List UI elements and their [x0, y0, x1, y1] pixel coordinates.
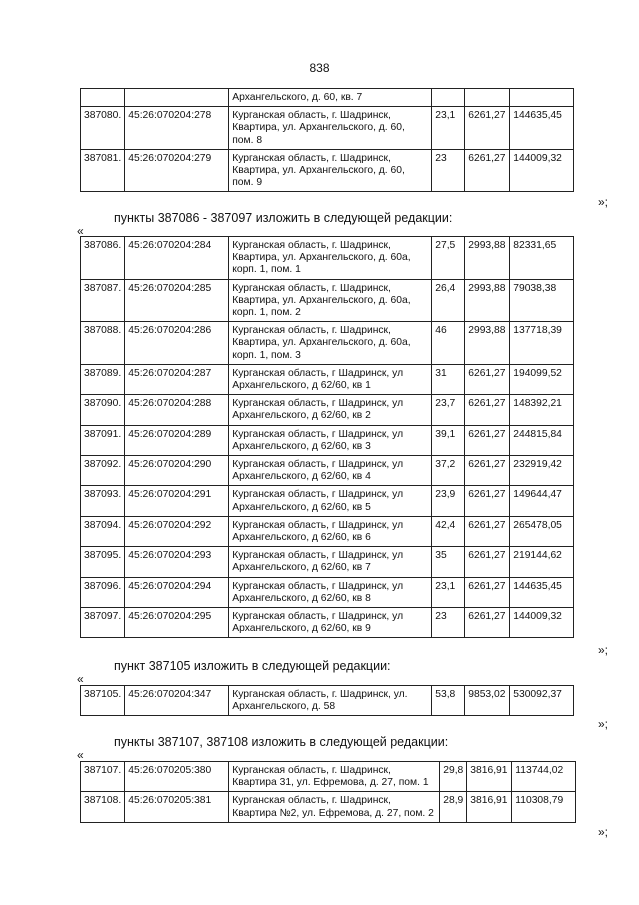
cadastral-number: 45:26:070204:291 — [125, 486, 229, 516]
item-number: 387105. — [81, 686, 125, 716]
cadastral-value: 149644,47 — [510, 486, 574, 516]
item-number: 387097. — [81, 608, 125, 638]
area: 23,9 — [432, 486, 465, 516]
unit-price: 2993,88 — [465, 237, 510, 280]
unit-price: 6261,27 — [465, 364, 510, 394]
area: 28,9 — [440, 792, 467, 822]
amendment-intro: пункты 387107, 387108 изложить в следующей редакции: — [114, 735, 449, 749]
item-number: 387093. — [81, 486, 125, 516]
item-number: 387087. — [81, 279, 125, 322]
address: Курганская область, г Шадринск, ул Архангельского, д 62/60, кв 5 — [229, 486, 432, 516]
area: 37,2 — [432, 456, 465, 486]
table-part4 — [80, 761, 576, 823]
cadastral-number: 45:26:070204:284 — [125, 237, 229, 280]
address: Архангельского, д. 60, кв. 7 — [229, 89, 432, 107]
unit-price: 6261,27 — [465, 577, 510, 607]
area: 23,7 — [432, 395, 465, 425]
address: Курганская область, г. Шадринск, ул. Архангельского, д. 58 — [229, 686, 432, 716]
opening-quote: « — [77, 224, 84, 238]
address: Курганская область, г. Шадринск, Квартира, ул. Архангельского, д. 60а, корп. 1, пом. 1 — [229, 237, 432, 280]
cadastral-number: 45:26:070205:380 — [125, 762, 229, 792]
unit-price: 6261,27 — [465, 486, 510, 516]
table-part3 — [80, 685, 574, 716]
area: 46 — [432, 322, 465, 365]
cadastral-number: 45:26:070204:289 — [125, 425, 229, 455]
item-number: 387088. — [81, 322, 125, 365]
cadastral-value: 110308,79 — [512, 792, 576, 822]
table-row — [81, 686, 574, 716]
table-row — [81, 395, 574, 425]
table-row — [81, 792, 576, 822]
table-row — [81, 547, 574, 577]
cadastral-number: 45:26:070204:347 — [125, 686, 229, 716]
item-number: 387090. — [81, 395, 125, 425]
table-row — [81, 89, 574, 107]
amendment-intro: пункты 387086 - 387097 изложить в следующей редакции: — [114, 211, 453, 225]
cadastral-number: 45:26:070204:295 — [125, 608, 229, 638]
cadastral-value: 137718,39 — [510, 322, 574, 365]
item-number: 387096. — [81, 577, 125, 607]
area: 23 — [432, 149, 465, 192]
item-number: 387095. — [81, 547, 125, 577]
table-row — [81, 149, 574, 192]
unit-price: 6261,27 — [465, 608, 510, 638]
item-number: 387086. — [81, 237, 125, 280]
table-row — [81, 107, 574, 150]
cadastral-number: 45:26:070204:287 — [125, 364, 229, 394]
area: 27,5 — [432, 237, 465, 280]
unit-price: 6261,27 — [465, 425, 510, 455]
address: Курганская область, г. Шадринск, Квартира 31, ул. Ефремова, д. 27, пом. 1 — [229, 762, 440, 792]
cadastral-value: 265478,05 — [510, 516, 574, 546]
area: 35 — [432, 547, 465, 577]
table-row — [81, 322, 574, 365]
cadastral-value: 194099,52 — [510, 364, 574, 394]
cadastral-number: 45:26:070204:290 — [125, 456, 229, 486]
cadastral-number: 45:26:070204:292 — [125, 516, 229, 546]
unit-price: 3816,91 — [467, 792, 512, 822]
area: 23,1 — [432, 107, 465, 150]
cadastral-value: 144635,45 — [510, 577, 574, 607]
cadastral-number: 45:26:070204:279 — [125, 149, 229, 192]
item-number: 387081. — [81, 149, 125, 192]
address: Курганская область, г. Шадринск, Квартира, ул. Архангельского, д. 60а, корп. 1, пом. 3 — [229, 322, 432, 365]
unit-price: 6261,27 — [465, 395, 510, 425]
table-row — [81, 486, 574, 516]
address: Курганская область, г. Шадринск, Квартира, ул. Архангельского, д. 60, пом. 9 — [229, 149, 432, 192]
table-row — [81, 456, 574, 486]
item-number: 387091. — [81, 425, 125, 455]
area — [432, 89, 465, 107]
cadastral-number: 45:26:070204:278 — [125, 107, 229, 150]
cadastral-value: 144009,32 — [510, 608, 574, 638]
opening-quote: « — [77, 748, 84, 762]
unit-price — [465, 89, 510, 107]
address: Курганская область, г Шадринск, ул Архангельского, д 62/60, кв 6 — [229, 516, 432, 546]
item-number: 387080. — [81, 107, 125, 150]
cadastral-number: 45:26:070204:285 — [125, 279, 229, 322]
amendment-intro: пункт 387105 изложить в следующей редакции: — [114, 659, 391, 673]
cadastral-value: 144009,32 — [510, 149, 574, 192]
table-row — [81, 364, 574, 394]
cadastral-number: 45:26:070204:293 — [125, 547, 229, 577]
cadastral-value: 79038,38 — [510, 279, 574, 322]
area: 29,8 — [440, 762, 467, 792]
unit-price: 6261,27 — [465, 107, 510, 150]
unit-price: 6261,27 — [465, 516, 510, 546]
table-row — [81, 425, 574, 455]
address: Курганская область, г Шадринск, ул Архангельского, д 62/60, кв 4 — [229, 456, 432, 486]
table-row — [81, 237, 574, 280]
table-part2 — [80, 236, 574, 638]
unit-price: 9853,02 — [465, 686, 510, 716]
address: Курганская область, г. Шадринск, Квартира, ул. Архангельского, д. 60а, корп. 1, пом. 2 — [229, 279, 432, 322]
table-row — [81, 762, 576, 792]
unit-price: 6261,27 — [465, 456, 510, 486]
item-number: 387094. — [81, 516, 125, 546]
address: Курганская область, г Шадринск, ул Архангельского, д 62/60, кв 3 — [229, 425, 432, 455]
area: 42,4 — [432, 516, 465, 546]
address: Курганская область, г Шадринск, ул Архангельского, д 62/60, кв 7 — [229, 547, 432, 577]
area: 26,4 — [432, 279, 465, 322]
item-number: 387108. — [81, 792, 125, 822]
item-number: 387107. — [81, 762, 125, 792]
cadastral-value: 219144,62 — [510, 547, 574, 577]
unit-price: 6261,27 — [465, 149, 510, 192]
item-number: 387089. — [81, 364, 125, 394]
address: Курганская область, г Шадринск, ул Архангельского, д 62/60, кв 9 — [229, 608, 432, 638]
table-row — [81, 516, 574, 546]
area: 23 — [432, 608, 465, 638]
cadastral-value: 144635,45 — [510, 107, 574, 150]
address: Курганская область, г Шадринск, ул Архангельского, д 62/60, кв 2 — [229, 395, 432, 425]
cadastral-number — [125, 89, 229, 107]
closing-quote: »; — [597, 195, 608, 209]
unit-price: 6261,27 — [465, 547, 510, 577]
page-number: 838 — [309, 61, 330, 75]
cadastral-number: 45:26:070204:294 — [125, 577, 229, 607]
unit-price: 2993,88 — [465, 279, 510, 322]
table-part1 — [80, 88, 574, 192]
cadastral-value: 148392,21 — [510, 395, 574, 425]
closing-quote: »; — [597, 717, 608, 731]
cadastral-value: 232919,42 — [510, 456, 574, 486]
cadastral-value: 82331,65 — [510, 237, 574, 280]
table-row — [81, 608, 574, 638]
cadastral-value: 113744,02 — [512, 762, 576, 792]
address: Курганская область, г Шадринск, ул Архангельского, д 62/60, кв 1 — [229, 364, 432, 394]
address: Курганская область, г Шадринск, ул Архангельского, д 62/60, кв 8 — [229, 577, 432, 607]
cadastral-number: 45:26:070205:381 — [125, 792, 229, 822]
area: 23,1 — [432, 577, 465, 607]
area: 39,1 — [432, 425, 465, 455]
closing-quote: »; — [597, 825, 608, 839]
area: 31 — [432, 364, 465, 394]
item-number: 387092. — [81, 456, 125, 486]
cadastral-number: 45:26:070204:286 — [125, 322, 229, 365]
opening-quote: « — [77, 672, 84, 686]
cadastral-value — [510, 89, 574, 107]
area: 53,8 — [432, 686, 465, 716]
unit-price: 2993,88 — [465, 322, 510, 365]
cadastral-value: 530092,37 — [510, 686, 574, 716]
address: Курганская область, г. Шадринск, Квартира, ул. Архангельского, д. 60, пом. 8 — [229, 107, 432, 150]
table-row — [81, 577, 574, 607]
table-row — [81, 279, 574, 322]
cadastral-value: 244815,84 — [510, 425, 574, 455]
unit-price: 3816,91 — [467, 762, 512, 792]
closing-quote: »; — [597, 643, 608, 657]
item-number — [81, 89, 125, 107]
cadastral-number: 45:26:070204:288 — [125, 395, 229, 425]
address: Курганская область, г. Шадринск, Квартира №2, ул. Ефремова, д. 27, пом. 2 — [229, 792, 440, 822]
